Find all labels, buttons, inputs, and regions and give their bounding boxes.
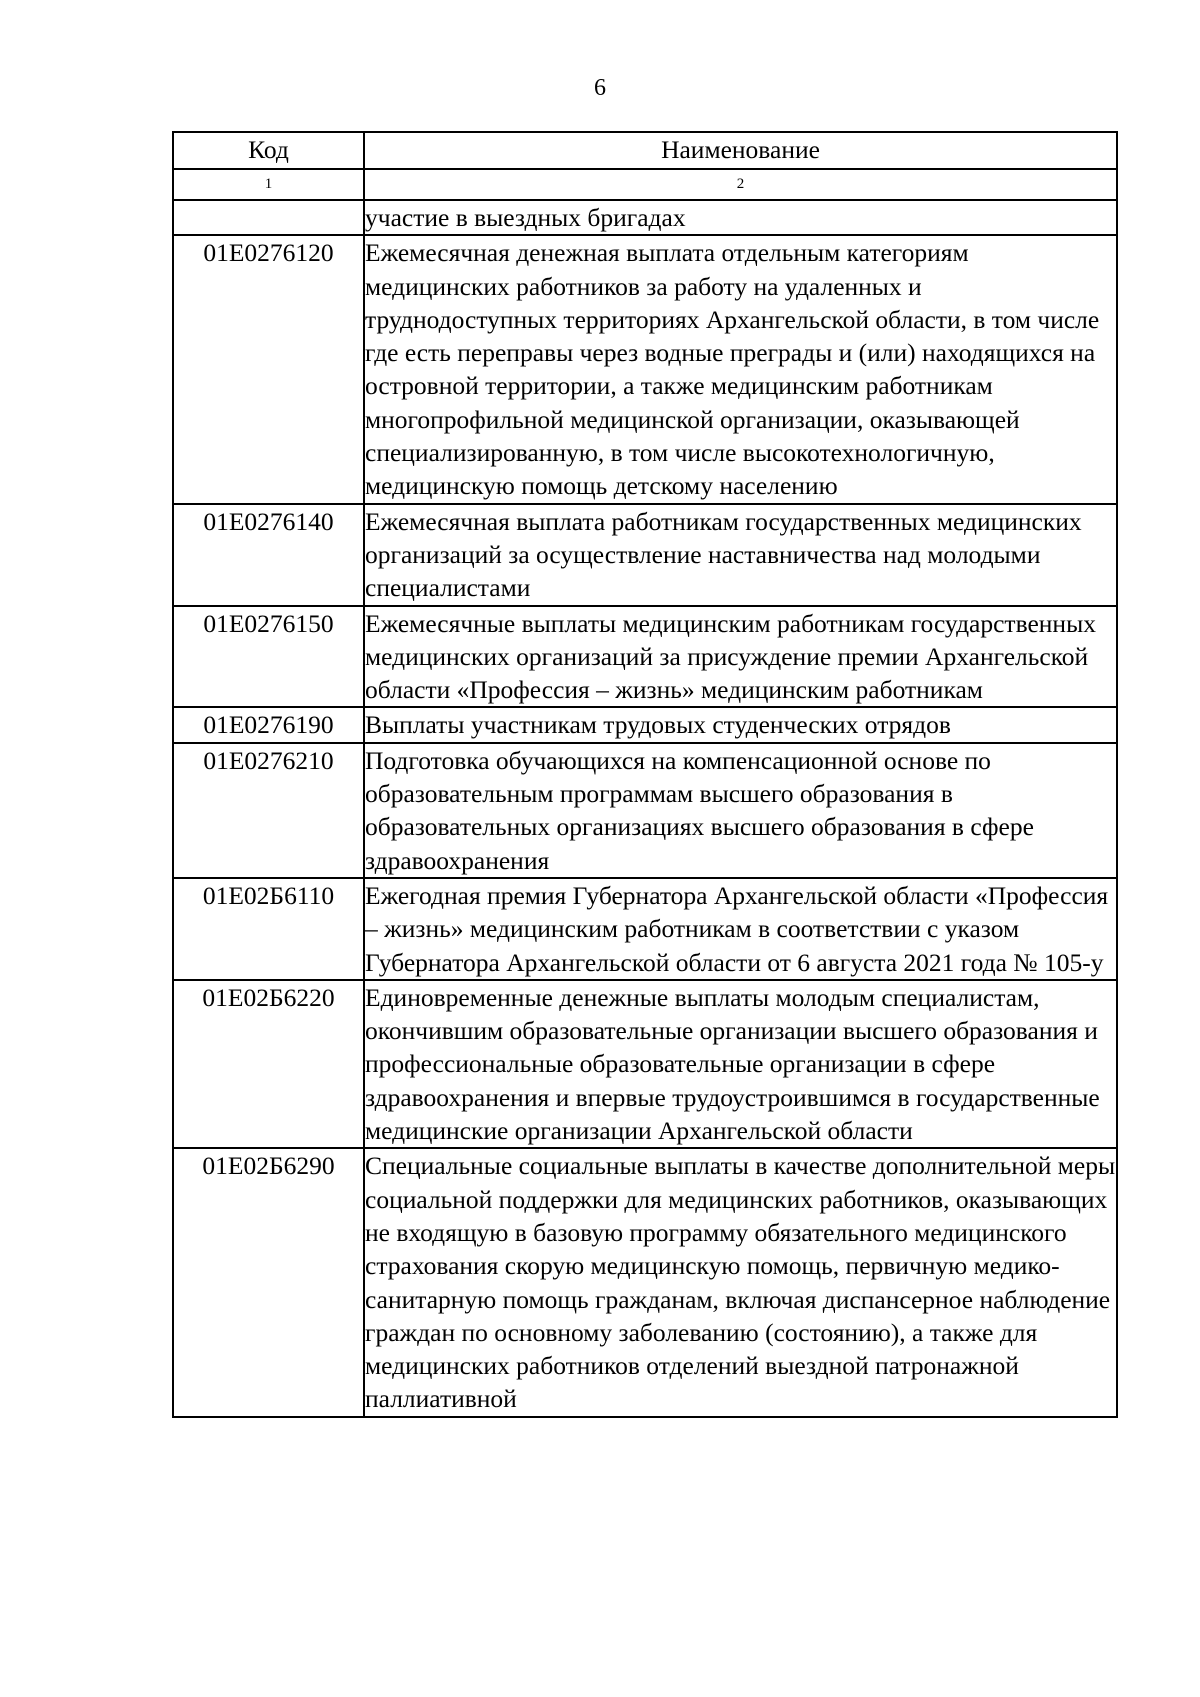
table-row <box>173 504 1117 606</box>
row-code <box>173 200 364 235</box>
table-row <box>173 235 1117 503</box>
row-name: Подготовка обучающихся на компенсационной основе по образовательным программам высшего образования в образовательных организациях высшего образования в сфере здравоохранения <box>364 743 1117 878</box>
row-name: Ежегодная премия Губернатора Архангельской области «Профессия – жизнь» медицинским работникам в соответствии с указом Губернатора Архангельской области от 6 августа 2021 года № 105-у <box>364 878 1117 980</box>
page-number: 6 <box>594 75 606 101</box>
row-code: 01Е0276120 <box>173 235 364 503</box>
column-number-row <box>173 169 1117 200</box>
column-number-1: 1 <box>173 169 364 200</box>
row-name: Ежемесячная выплата работникам государственных медицинских организаций за осуществление наставничества над молодыми специалистами <box>364 504 1117 606</box>
row-name: Специальные социальные выплаты в качестве дополнительной меры социальной поддержки для медицинских работников, оказывающих не входящую в базовую программу обязательного медицинского страхования скорую медицинскую помощь, первичную медико-санитарную помощь гражданам, включая диспансерное наблюдение граждан по основному заболеванию (состоянию), а также для медицинских работников отделений выездной патронажной паллиативной <box>364 1148 1117 1416</box>
table-row <box>173 1148 1117 1416</box>
budget-codes-table <box>172 131 1118 1418</box>
row-code: 01Е0276210 <box>173 743 364 878</box>
row-code: 01Е0276150 <box>173 606 364 708</box>
row-name: Выплаты участникам трудовых студенческих отрядов <box>364 707 1117 742</box>
row-code: 01Е02Б6290 <box>173 1148 364 1416</box>
table-row <box>173 200 1117 235</box>
row-code: 01Е0276140 <box>173 504 364 606</box>
table-row <box>173 980 1117 1148</box>
table-header-row <box>173 132 1117 169</box>
row-name: участие в выездных бригадах <box>364 200 1117 235</box>
row-name: Ежемесячные выплаты медицинским работникам государственных медицинских организаций за присуждение премии Архангельской области «Профессия – жизнь» медицинским работникам <box>364 606 1117 708</box>
row-code: 01Е02Б6110 <box>173 878 364 980</box>
table-row <box>173 743 1117 878</box>
header-name: Наименование <box>364 132 1117 169</box>
row-name: Ежемесячная денежная выплата отдельным категориям медицинских работников за работу на удаленных и труднодоступных территориях Архангельской области, в том числе где есть переправы через водные преграды и (или) находящихся на островной территории, а также медицинским работникам многопрофильной медицинской организации, оказывающей специализированную, в том числе высокотехнологичную, медицинскую помощь детскому населению <box>364 235 1117 503</box>
table-row <box>173 606 1117 708</box>
column-number-2: 2 <box>364 169 1117 200</box>
row-code: 01Е0276190 <box>173 707 364 742</box>
row-name: Единовременные денежные выплаты молодым специалистам, окончившим образовательные организации высшего образования и профессиональные образовательные организации в сфере здравоохранения и впервые трудоустроившимся в государственные медицинские организации Архангельской области <box>364 980 1117 1148</box>
table-row <box>173 707 1117 742</box>
table-row <box>173 878 1117 980</box>
row-code: 01Е02Б6220 <box>173 980 364 1148</box>
header-code: Код <box>173 132 364 169</box>
